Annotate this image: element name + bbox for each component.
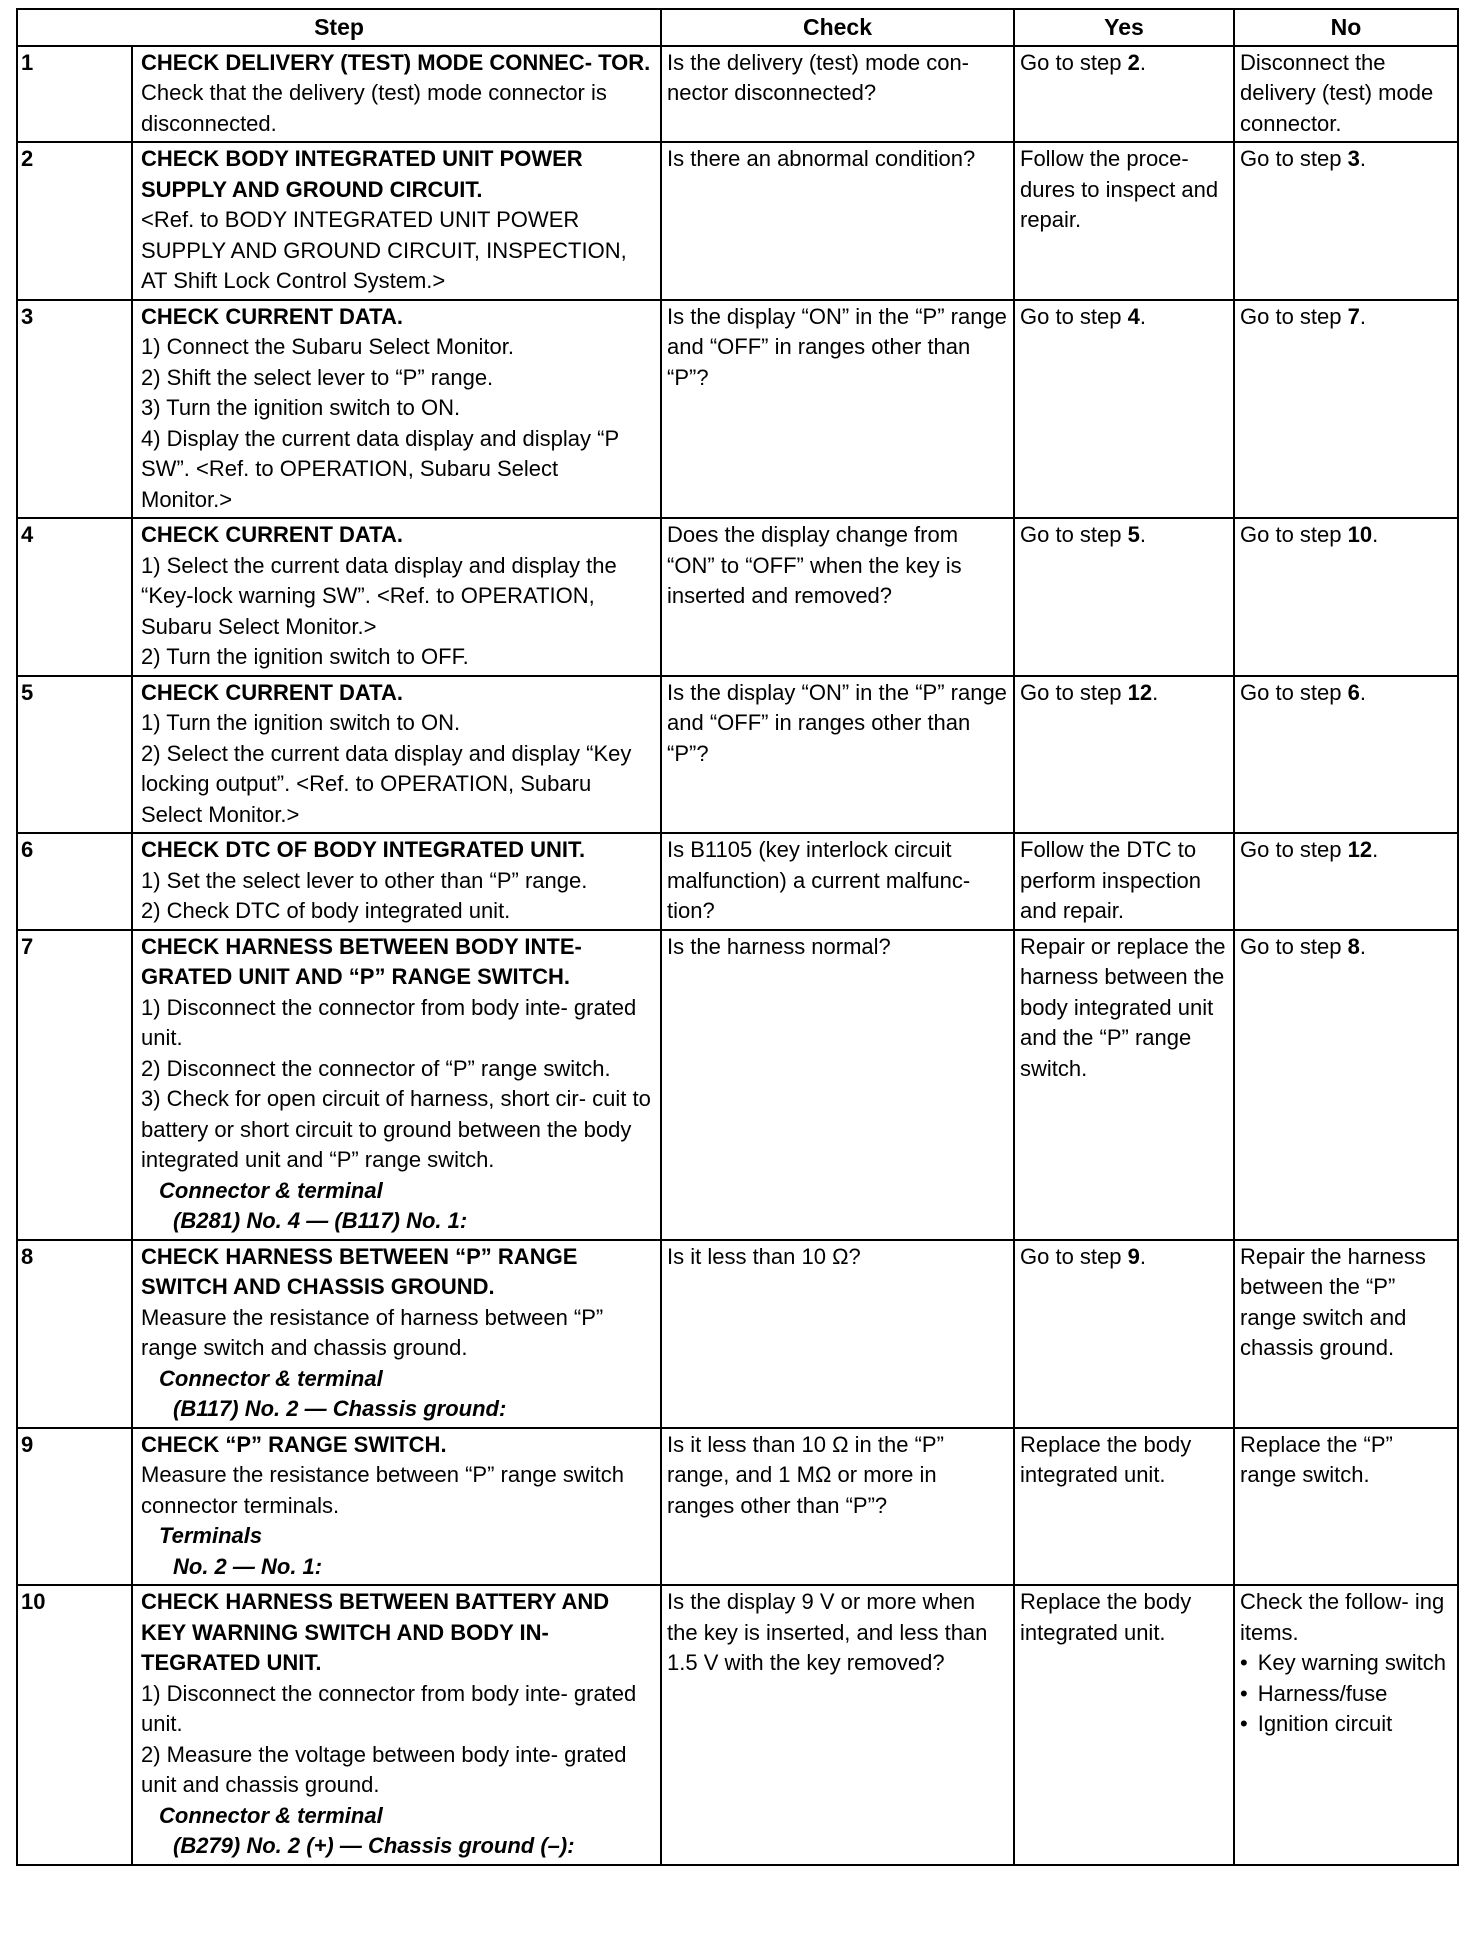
table-row xyxy=(17,1585,1458,1865)
step-instruction: 1) Turn the ignition switch to ON. xyxy=(141,710,461,735)
yes-step-number: 2 xyxy=(1127,49,1140,75)
step-instruction: 3) Check for open circuit of harness, short cir- cuit to battery or short circuit to ground between the body integrated unit and “P” range switch. xyxy=(141,1086,651,1172)
no-text-suffix: . xyxy=(1359,303,1366,329)
yes-step-number: 12 xyxy=(1127,679,1153,705)
table-row xyxy=(17,930,1458,1240)
table-row xyxy=(17,300,1458,519)
terminal-spec: No. 2 — No. 1: xyxy=(173,1553,323,1579)
step-description xyxy=(132,833,661,930)
no-step-number: 7 xyxy=(1347,303,1360,329)
check-question: Is the display 9 V or more when the key is inserted, and less than 1.5 V with the key removed? xyxy=(661,1585,1014,1865)
table-row xyxy=(17,833,1458,930)
step-instruction: 1) Disconnect the connector from body inte- grated unit. xyxy=(141,1680,637,1736)
terminal-spec: (B281) No. 4 — (B117) No. 1: xyxy=(173,1208,468,1233)
step-instruction: 4) Display the current data display and display “P SW”. <Ref. to OPERATION, Subaru Select Monitor.> xyxy=(141,425,619,512)
no-step-number: 10 xyxy=(1347,522,1373,547)
diagnostic-table xyxy=(16,8,1459,1866)
yes-text: Go to step xyxy=(1020,522,1128,547)
yes-text: Replace the body integrated unit. xyxy=(1020,1589,1192,1645)
yes-action xyxy=(1014,1240,1234,1428)
terminal-caption: Connector & terminal xyxy=(159,1802,383,1828)
table-row xyxy=(17,142,1458,300)
yes-text: Repair or replace the harness between the body integrated unit and the “P” range switch. xyxy=(1020,933,1226,1081)
step-instruction: 2) Measure the voltage between body inte- grated unit and chassis ground. xyxy=(141,1741,627,1797)
step-description xyxy=(132,1585,661,1865)
table-row xyxy=(17,1428,1458,1586)
yes-text-suffix: . xyxy=(1139,303,1146,329)
table-row xyxy=(17,518,1458,676)
step-number: 6 xyxy=(17,833,132,930)
no-check-item: • Harness/fuse xyxy=(1240,1679,1452,1710)
terminal-spec: (B279) No. 2 (+) — Chassis ground (–): xyxy=(173,1833,575,1858)
step-instruction: <Ref. to BODY INTEGRATED UNIT POWER SUPPLY AND GROUND CIRCUIT, INSPECTION, AT Shift Lock Control System.> xyxy=(141,207,627,293)
yes-action xyxy=(1014,930,1234,1240)
yes-action xyxy=(1014,833,1234,930)
yes-step-number: 5 xyxy=(1127,522,1140,547)
yes-text-suffix: . xyxy=(1139,1243,1146,1269)
yes-text: Follow the proce- dures to inspect and repair. xyxy=(1020,146,1219,232)
no-action xyxy=(1234,1428,1458,1586)
yes-text-suffix: . xyxy=(1139,522,1146,547)
step-title: CHECK HARNESS BETWEEN BODY INTE- GRATED UNIT AND “P” RANGE SWITCH. xyxy=(141,933,582,989)
no-text-suffix: . xyxy=(1359,679,1366,705)
yes-action xyxy=(1014,1428,1234,1586)
step-number: 1 xyxy=(17,46,132,143)
yes-text: Go to step xyxy=(1020,1243,1128,1269)
no-step-number: 3 xyxy=(1347,146,1360,171)
step-title: CHECK CURRENT DATA. xyxy=(141,679,403,705)
no-action xyxy=(1234,142,1458,300)
header-check: Check xyxy=(661,9,1014,46)
no-action xyxy=(1234,1240,1458,1428)
step-instruction: 1) Set the select lever to other than “P” range. xyxy=(141,867,588,893)
step-number: 3 xyxy=(17,300,132,519)
no-action xyxy=(1234,518,1458,676)
step-instruction: Measure the resistance between “P” range switch connector terminals. xyxy=(141,1462,625,1518)
yes-text: Follow the DTC to perform inspection and repair. xyxy=(1020,837,1201,923)
step-instruction: 1) Connect the Subaru Select Monitor. xyxy=(141,334,514,359)
no-text-suffix: . xyxy=(1359,146,1366,171)
header-no: No xyxy=(1234,9,1458,46)
check-question: Does the display change from “ON” to “OFF” when the key is inserted and removed? xyxy=(661,518,1014,676)
no-text: Go to step xyxy=(1240,837,1348,862)
step-instruction: 1) Disconnect the connector from body inte- grated unit. xyxy=(141,994,637,1050)
header-step: Step xyxy=(17,9,661,46)
no-check-item: • Key warning switch xyxy=(1240,1648,1452,1679)
no-text: Go to step xyxy=(1240,679,1348,705)
step-instruction: 2) Disconnect the connector of “P” range switch. xyxy=(141,1055,611,1081)
step-description xyxy=(132,300,661,519)
yes-text: Go to step xyxy=(1020,303,1128,329)
no-text: Disconnect the delivery (test) mode connector. xyxy=(1240,49,1434,136)
no-check-item: • Ignition circuit xyxy=(1240,1709,1452,1740)
no-text-suffix: . xyxy=(1372,837,1379,862)
step-number: 8 xyxy=(17,1240,132,1428)
step-title: CHECK DTC OF BODY INTEGRATED UNIT. xyxy=(141,837,586,862)
terminal-caption: Connector & terminal xyxy=(159,1177,383,1203)
step-instruction: 2) Select the current data display and display “Key locking output”. <Ref. to OPERATION, Subaru Select Monitor.> xyxy=(141,740,632,827)
terminal-caption: Terminals xyxy=(159,1523,263,1548)
check-question: Is it less than 10 Ω? xyxy=(661,1240,1014,1428)
no-step-number: 12 xyxy=(1347,837,1373,862)
terminal-caption: Connector & terminal xyxy=(159,1365,383,1391)
yes-text-suffix: . xyxy=(1139,49,1146,75)
step-description xyxy=(132,46,661,143)
no-action xyxy=(1234,300,1458,519)
yes-action xyxy=(1014,142,1234,300)
header-yes: Yes xyxy=(1014,9,1234,46)
no-action xyxy=(1234,930,1458,1240)
yes-step-number: 9 xyxy=(1127,1243,1140,1269)
step-number: 5 xyxy=(17,676,132,834)
check-question: Is B1105 (key interlock circuit malfunction) a current malfunc- tion? xyxy=(661,833,1014,930)
no-step-number: 8 xyxy=(1347,933,1360,959)
yes-text: Go to step xyxy=(1020,49,1128,75)
check-question: Is there an abnormal condition? xyxy=(661,142,1014,300)
no-step-number: 6 xyxy=(1347,679,1360,705)
yes-action xyxy=(1014,1585,1234,1865)
no-action xyxy=(1234,676,1458,834)
step-instruction: 2) Turn the ignition switch to OFF. xyxy=(141,644,469,669)
check-question: Is the delivery (test) mode con- nector disconnected? xyxy=(661,46,1014,143)
header-row xyxy=(17,9,1458,46)
yes-text: Replace the body integrated unit. xyxy=(1020,1431,1192,1487)
step-title: CHECK HARNESS BETWEEN “P” RANGE SWITCH AND CHASSIS GROUND. xyxy=(141,1243,578,1299)
no-action xyxy=(1234,1585,1458,1865)
step-title: CHECK CURRENT DATA. xyxy=(141,522,403,547)
table-row xyxy=(17,46,1458,143)
table-row xyxy=(17,676,1458,834)
check-question: Is it less than 10 Ω in the “P” range, and 1 MΩ or more in ranges other than “P”? xyxy=(661,1428,1014,1586)
yes-action xyxy=(1014,518,1234,676)
yes-action xyxy=(1014,46,1234,143)
no-text: Replace the “P” range switch. xyxy=(1240,1431,1393,1487)
check-question: Is the display “ON” in the “P” range and “OFF” in ranges other than “P”? xyxy=(661,676,1014,834)
no-text: Go to step xyxy=(1240,522,1348,547)
check-question: Is the display “ON” in the “P” range and “OFF” in ranges other than “P”? xyxy=(661,300,1014,519)
step-title: CHECK “P” RANGE SWITCH. xyxy=(141,1431,447,1457)
step-instruction: Check that the delivery (test) mode connector is disconnected. xyxy=(141,80,607,136)
no-text: Go to step xyxy=(1240,303,1348,329)
step-title: CHECK DELIVERY (TEST) MODE CONNEC- TOR. xyxy=(141,49,651,75)
step-description xyxy=(132,142,661,300)
yes-text-suffix: . xyxy=(1152,679,1159,705)
step-number: 7 xyxy=(17,930,132,1240)
terminal-spec: (B117) No. 2 — Chassis ground: xyxy=(173,1396,507,1421)
yes-step-number: 4 xyxy=(1127,303,1140,329)
step-instruction: 3) Turn the ignition switch to ON. xyxy=(141,395,461,420)
step-title: CHECK BODY INTEGRATED UNIT POWER SUPPLY AND GROUND CIRCUIT. xyxy=(141,146,583,202)
yes-action xyxy=(1014,676,1234,834)
table-row xyxy=(17,1240,1458,1428)
no-text: Go to step xyxy=(1240,933,1348,959)
step-title: CHECK HARNESS BETWEEN BATTERY AND KEY WARNING SWITCH AND BODY IN- TEGRATED UNIT. xyxy=(141,1589,610,1675)
step-description xyxy=(132,518,661,676)
step-instruction: Measure the resistance of harness between “P” range switch and chassis ground. xyxy=(141,1304,604,1360)
step-number: 2 xyxy=(17,142,132,300)
no-text: Check the follow- ing items. xyxy=(1240,1589,1445,1645)
step-description xyxy=(132,1428,661,1586)
step-description xyxy=(132,676,661,834)
step-description xyxy=(132,930,661,1240)
no-text-suffix: . xyxy=(1372,522,1379,547)
step-description xyxy=(132,1240,661,1428)
no-text-suffix: . xyxy=(1359,933,1366,959)
yes-text: Go to step xyxy=(1020,679,1128,705)
step-instruction: 2) Shift the select lever to “P” range. xyxy=(141,364,494,390)
step-instruction: 1) Select the current data display and display the “Key-lock warning SW”. <Ref. to OPERATION, Subaru Select Monitor.> xyxy=(141,552,617,639)
step-number: 9 xyxy=(17,1428,132,1586)
no-text: Repair the harness between the “P” range switch and chassis ground. xyxy=(1240,1243,1426,1360)
step-number: 10 xyxy=(17,1585,132,1865)
no-text: Go to step xyxy=(1240,146,1348,171)
no-action xyxy=(1234,46,1458,143)
step-title: CHECK CURRENT DATA. xyxy=(141,303,403,329)
no-action xyxy=(1234,833,1458,930)
step-number: 4 xyxy=(17,518,132,676)
step-instruction: 2) Check DTC of body integrated unit. xyxy=(141,898,511,923)
check-question: Is the harness normal? xyxy=(661,930,1014,1240)
yes-action xyxy=(1014,300,1234,519)
